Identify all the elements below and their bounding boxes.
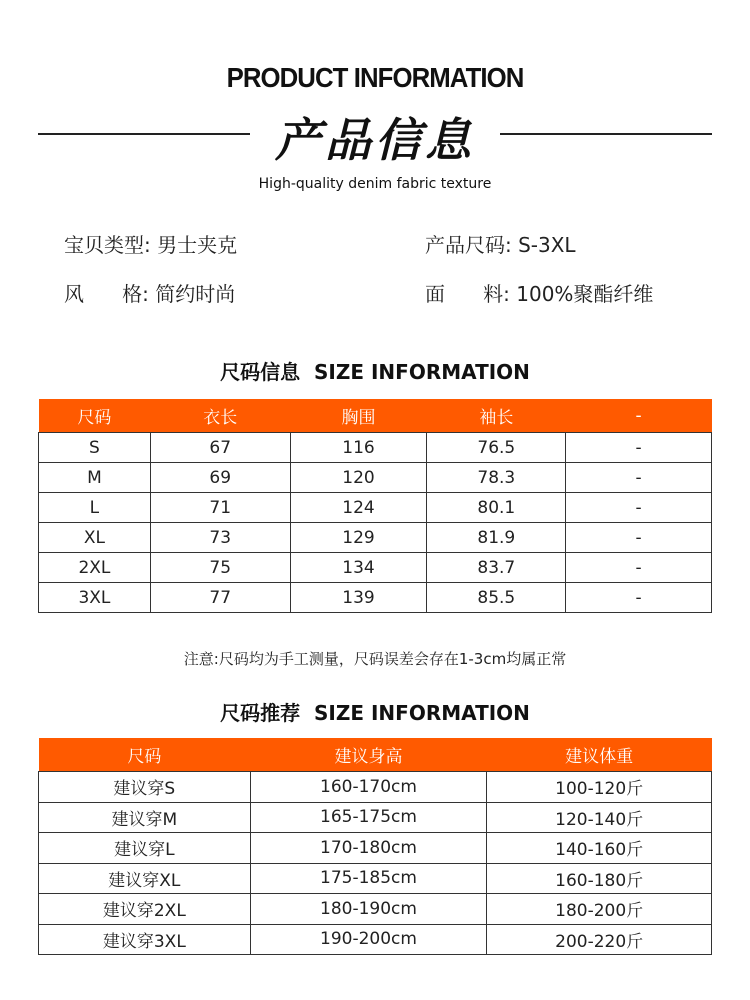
size-info-title: 尺码信息 SIZE INFORMATION [220, 360, 530, 384]
title-en: PRODUCT INFORMATION [226, 62, 524, 93]
table-row [39, 493, 712, 523]
table-row [39, 463, 712, 493]
info-fabric: 面 料: 100%聚酯纤维 [425, 282, 654, 306]
table-row [39, 433, 712, 463]
table-row [39, 802, 712, 833]
size-info-table [38, 399, 712, 613]
table-cell: 建议穿L [39, 833, 251, 864]
header-cell: 袖长 [427, 399, 566, 433]
table-cell: 69 [150, 463, 290, 493]
table-cell: 139 [290, 583, 427, 613]
table-cell: 81.9 [427, 523, 566, 553]
table-cell: 116 [290, 433, 427, 463]
table-cell: S [39, 433, 151, 463]
table-cell: 78.3 [427, 463, 566, 493]
table-row [39, 772, 712, 803]
table-cell: 100-120斤 [487, 772, 712, 803]
table-cell: 建议穿2XL [39, 894, 251, 925]
table-cell: 3XL [39, 583, 151, 613]
table-row [39, 894, 712, 925]
table-cell: 200-220斤 [487, 924, 712, 955]
title-cn: 产品信息 [275, 113, 475, 167]
table-cell: 67 [150, 433, 290, 463]
info-style: 风 格: 简约时尚 [64, 282, 236, 306]
table-cell: 160-170cm [250, 772, 487, 803]
header-cell: 建议身高 [250, 738, 487, 772]
info-size: 产品尺码: S-3XL [425, 233, 576, 257]
table-cell: 77 [150, 583, 290, 613]
header-cell: 尺码 [39, 399, 151, 433]
table-cell: 建议穿3XL [39, 924, 251, 955]
table-cell: - [566, 583, 712, 613]
table-cell: 建议穿XL [39, 863, 251, 894]
table-cell: 140-160斤 [487, 833, 712, 864]
table-cell: 165-175cm [250, 802, 487, 833]
header-cell: - [566, 399, 712, 433]
table-cell: 134 [290, 553, 427, 583]
table-row [39, 833, 712, 864]
table-row [39, 924, 712, 955]
table-cell: 120 [290, 463, 427, 493]
header-cell: 建议体重 [487, 738, 712, 772]
table-cell: 75 [150, 553, 290, 583]
table-cell: - [566, 493, 712, 523]
table-row [39, 863, 712, 894]
table-cell: 76.5 [427, 433, 566, 463]
table-cell: 83.7 [427, 553, 566, 583]
table-cell: 175-185cm [250, 863, 487, 894]
size-rec-table [38, 738, 712, 955]
table-cell: M [39, 463, 151, 493]
table-row [39, 553, 712, 583]
subtitle: High-quality denim fabric texture [258, 176, 492, 192]
table-cell: 73 [150, 523, 290, 553]
header-cell: 衣长 [150, 399, 290, 433]
table-cell: L [39, 493, 151, 523]
table-cell: - [566, 523, 712, 553]
table-cell: 180-200斤 [487, 894, 712, 925]
header-cell: 尺码 [39, 738, 251, 772]
info-type: 宝贝类型: 男士夹克 [64, 233, 238, 257]
table-cell: 170-180cm [250, 833, 487, 864]
table-cell: - [566, 463, 712, 493]
table-cell: 71 [150, 493, 290, 523]
table-cell: 120-140斤 [487, 802, 712, 833]
note: 注意:尺码均为手工测量，尺码误差会存在1-3cm均属正常 [183, 650, 567, 668]
table-cell: 85.5 [427, 583, 566, 613]
table-cell: 124 [290, 493, 427, 523]
table-cell: 129 [290, 523, 427, 553]
table-cell: - [566, 553, 712, 583]
header-cell: 胸围 [290, 399, 427, 433]
table-cell: 180-190cm [250, 894, 487, 925]
table-row [39, 523, 712, 553]
table-cell: 80.1 [427, 493, 566, 523]
table-cell: 建议穿M [39, 802, 251, 833]
table-cell: XL [39, 523, 151, 553]
table-cell: - [566, 433, 712, 463]
table-cell: 2XL [39, 553, 151, 583]
table-row [39, 583, 712, 613]
table-cell: 建议穿S [39, 772, 251, 803]
table-cell: 190-200cm [250, 924, 487, 955]
size-rec-title: 尺码推荐 SIZE INFORMATION [220, 701, 530, 725]
table-cell: 160-180斤 [487, 863, 712, 894]
